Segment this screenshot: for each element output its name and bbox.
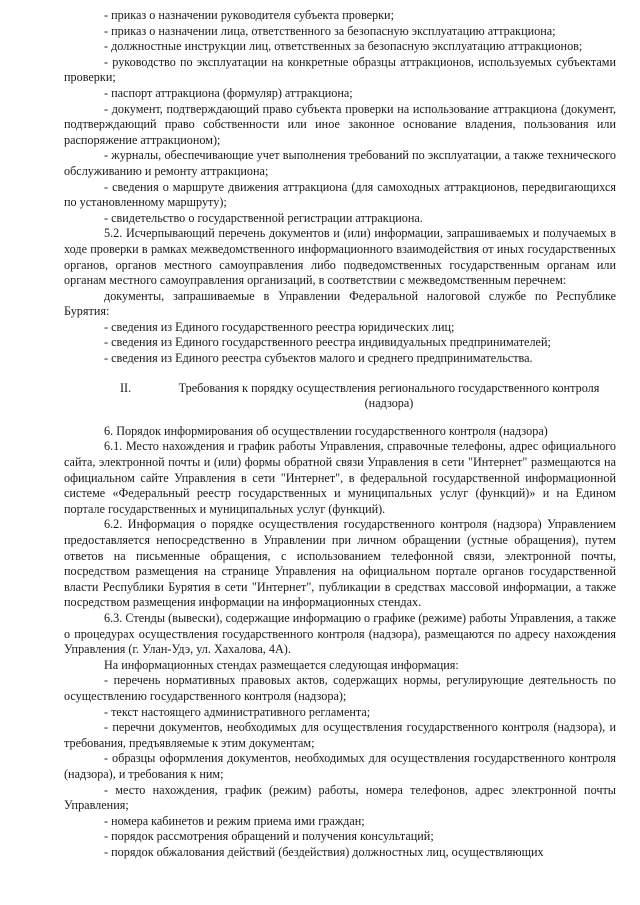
paragraph-6-3: 6.3. Стенды (вывески), содержащие информацию о графике (режиме) работы Управления, а также о процедурах осуществления государственного контроля (надзора), размещаются по адресу нахождения Управления (г. Улан-Удэ, ул. Хахалова, 4А). — [64, 610, 616, 657]
list-item: - порядок обжалования действий (бездействия) должностных лиц, осуществляющих — [104, 844, 544, 859]
paragraph-6: 6. Порядок информирования об осуществлении государственного контроля (надзора) — [104, 423, 548, 438]
list-item: - должностные инструкции лиц, ответственных за безопасную эксплуатацию аттракционов; — [104, 39, 583, 54]
section-title: Требования к порядку осуществления регионального государственного контроля (надзора) — [178, 380, 600, 411]
list-item: - порядок рассмотрения обращений и получения консультаций; — [104, 829, 434, 844]
list-item: - документ, подтверждающий право субъекта проверки на использование аттракциона (документ, подтверждающий право собственности или иное законное основание владения, пользования или распоряжение аттракционом); — [64, 101, 616, 147]
list-item: - руководство по эксплуатации на конкретные образцы аттракционов, используемых субъектами проверки; — [64, 54, 616, 85]
list-item: - приказ о назначении руководителя субъекта проверки; — [104, 8, 394, 22]
spacer — [64, 412, 616, 424]
paragraph-6-1: 6.1. Место нахождения и график работы Управления, справочные телефоны, адрес официального сайта, электронной почты и (или) формы обратной связи Управления в сети "Интернет" размещаются на официальном сайте Управления в сети "Интернет", в федеральной государственной информационной системе «Федеральный реестр государственных и муниципальных услуг (функций)» и на Едином портале государственных и муниципальных услуг (функций). — [64, 439, 616, 516]
list-item: - перечни документов, необходимых для осуществления государственного контроля (надзора), и требования, предъявляемые к этим документам; — [64, 720, 616, 750]
paragraph-5-2: 5.2. Исчерпывающий перечень документов и (или) информации, запрашиваемых и получаемых в ходе проверки в рамках межведомственного информационного взаимодействия от иных государственных органов, органов местного самоуправления либо подведомственных государственным органам или органам местного самоуправления организаций, в соответствии с межведомственным перечнем: — [64, 226, 616, 288]
paragraph-requested-docs: документы, запрашиваемые в Управлении Федеральной налоговой службе по Республике Бурятия: — [64, 288, 616, 319]
list-item: - номера кабинетов и режим приема ими граждан; — [104, 813, 365, 828]
list-item: - журналы, обеспечивающие учет выполнения требований по эксплуатации, а также технического обслуживанию и ремонту аттракциона; — [64, 148, 616, 178]
paragraph-6-2: 6.2. Информация о порядке осуществления государственного контроля (надзора) Управлением предоставляется непосредственно в Управлении при личном обращении (устные обращения), путем ответов на письменные обращения, с использованием телефонной связи, электронной почты, посредством размещения на странице Управления на официальном портале органов государственной власти Республики Бурятия в сети "Интернет", публикации в средствах массовой информации, а также посредством размещения информации на информационных стендах. — [64, 517, 616, 610]
list-item: - сведения из Единого государственного реестра индивидуальных предпринимателей; — [104, 335, 551, 350]
list-item: - текст настоящего административного регламента; — [104, 704, 371, 719]
paragraph-info-stands: На информационных стендах размещается следующая информация: — [104, 657, 459, 672]
list-item: - образцы оформления документов, необходимых для осуществления государственного контроля (надзора), и требования к ним; — [64, 751, 616, 781]
list-item: - паспорт аттракциона (формуляр) аттракциона; — [104, 85, 353, 100]
document-body — [64, 8, 616, 860]
list-item: - сведения из Единого государственного реестра юридических лиц; — [104, 319, 455, 334]
section-heading — [64, 381, 616, 412]
list-item: - сведения из Единого реестра субъектов малого и среднего предпринимательства. — [104, 351, 533, 366]
list-item: - приказ о назначении лица, ответственного за безопасную эксплуатацию аттракциона; — [104, 23, 556, 38]
list-item: - место нахождения, график (режим) работы, номера телефонов, адрес электронной почты Управления; — [64, 782, 616, 813]
list-item: - сведения о маршруте движения аттракциона (для самоходных аттракционов, передвигающихся по установленному маршруту); — [64, 179, 616, 210]
section-number: II. — [120, 380, 132, 395]
list-item: - свидетельство о государственной регистрации аттракциона. — [104, 210, 423, 225]
list-item: - перечень нормативных правовых актов, содержащих нормы, регулирующие деятельность по осуществлению государственного контроля (надзора); — [64, 673, 616, 703]
